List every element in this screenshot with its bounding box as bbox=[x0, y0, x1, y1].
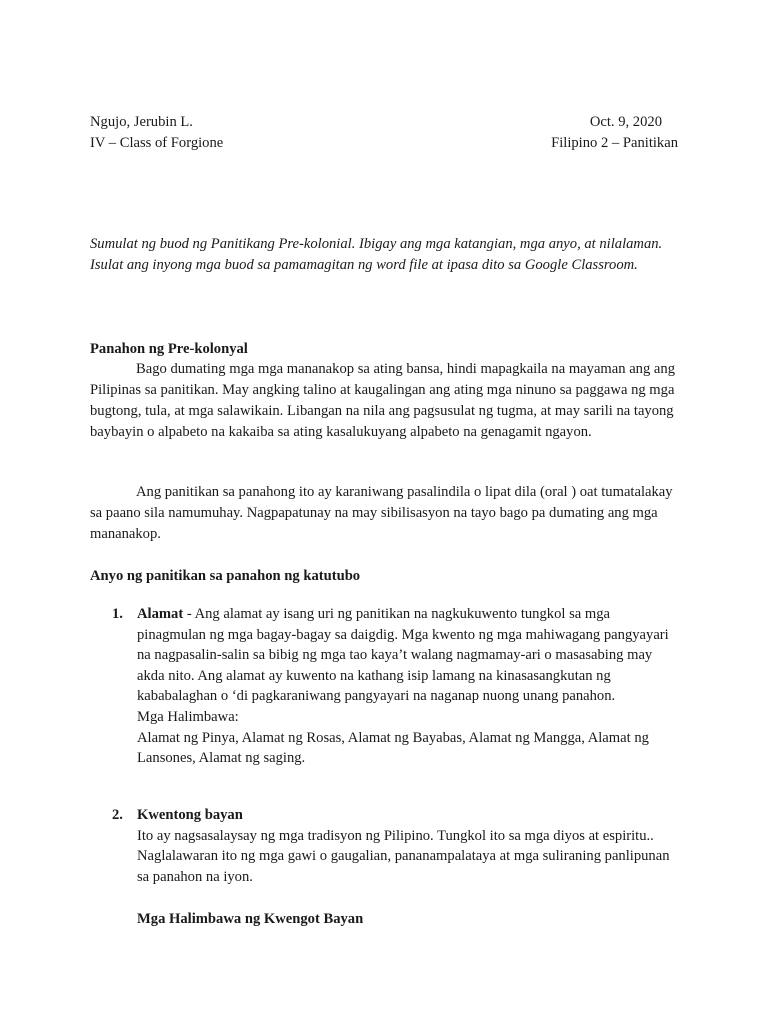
term-kwentong-bayan: Kwentong bayan bbox=[137, 807, 243, 823]
list-item-number: 2. bbox=[112, 807, 123, 823]
list-item-body bbox=[137, 805, 682, 887]
subheading-halimbawa: Mga Halimbawa ng Kwengot Bayan bbox=[137, 911, 364, 927]
class-name: IV – Class of Forgione bbox=[90, 135, 224, 151]
paragraph-1 bbox=[90, 359, 680, 443]
header-row-1 bbox=[90, 112, 678, 132]
subject-name: Filipino 2 – Panitikan bbox=[551, 135, 678, 151]
list-item-number: 1. bbox=[112, 606, 123, 622]
student-name: Ngujo, Jerubin L. bbox=[90, 114, 193, 130]
kwentong-bayan-text: Ito ay nagsasalaysay ng mga tradisyon ng Pilipino. Tungkol ito sa mga diyos at espiritu.. Naglalawaran ito ng mga gawi o gaugalian, pananampalataya at mga suliraning panlipunan sa panahon na iyon. bbox=[137, 827, 670, 885]
instruction-text: Sumulat ng buod ng Panitikang Pre-kolonial. Ibigay ang mga katangian, mga anyo, at nilalaman. Isulat ang inyong mga buod sa pamamagitan ng word file at ipasa dito sa Google Classroom. bbox=[90, 236, 663, 273]
header-row-2 bbox=[90, 133, 678, 153]
paragraph-2 bbox=[90, 482, 680, 545]
paragraph-2-text: Ang panitikan sa panahong ito ay karaniwang pasalindila o lipat dila (oral ) oat tumatalakay sa paano sila namumuhay. Nagpapatunay na may sibilisasyon na tayo bago pa dumating ang mga mananakop. bbox=[90, 484, 673, 542]
paragraph-1-text: Bago dumating mga mga mananakop sa ating bansa, hindi mapagkaila na mayaman ang ang Pilipinas sa panitikan. May angking talino at kaugalingan ang ating mga ninuno sa paggawa ng mga bugtong, tula, at mga salawikain. Libangan na nila ang pagsusulat ng tugma, at may sarili na tayong baybayin o alpabeto na kakaiba sa ating kasalukuyang alpabeto na genagamit ngayon. bbox=[90, 361, 675, 440]
term-separator: - bbox=[183, 606, 195, 622]
document-date: Oct. 9, 2020 bbox=[589, 114, 662, 130]
examples-list: Alamat ng Pinya, Alamat ng Rosas, Alamat ng Bayabas, Alamat ng Mangga, Alamat ng Lansones, Alamat ng saging. bbox=[137, 729, 649, 767]
alamat-text: Ang alamat ay isang uri ng panitikan na nagkukuwento tungkol sa mga pinagmulan ng mga bagay-bagay sa daigdig. Mga kwento ng mga mahiwagang pangyayari na nagpasalin-salin sa bibig ng mga tao kaya’t walang nagmamay-ari o masasabing may akda nito. Ang alamat ay kuwento na kathang isip lamang na kinasasangkutan ng kababalaghan o ‘di pagkaraniwang pangyayari na naganap nuong unang panahon. bbox=[137, 606, 669, 705]
list-item-body bbox=[137, 604, 682, 769]
examples-label: Mga Halimbawa: bbox=[137, 708, 239, 725]
section-heading-prekolonyal: Panahon ng Pre-kolonyal bbox=[90, 341, 248, 357]
section-heading-anyo: Anyo ng panitikan sa panahon ng katutubo bbox=[90, 568, 361, 584]
term-alamat: Alamat bbox=[137, 606, 184, 622]
